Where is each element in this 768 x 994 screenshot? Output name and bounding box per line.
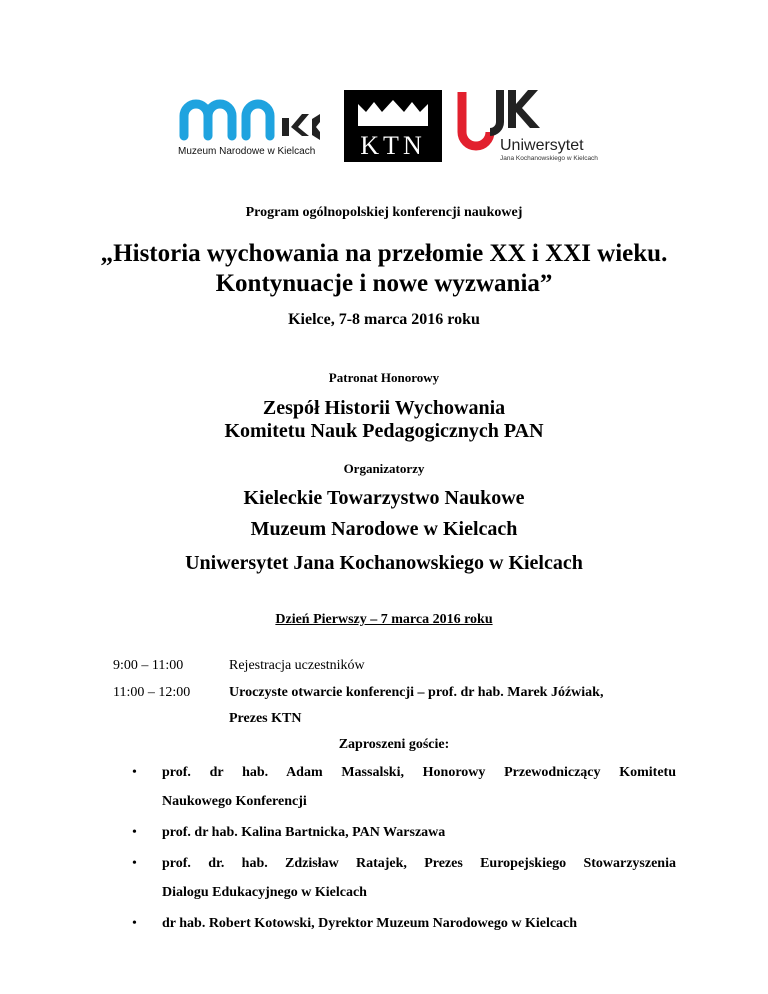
patronage-label: Patronat Honorowy xyxy=(328,370,440,385)
schedule-event: Uroczyste otwarcie konferencji – prof. dr hab. Marek Jóźwiak, xyxy=(229,685,604,700)
organizers-label: Organizatorzy xyxy=(343,461,425,476)
list-item xyxy=(146,849,676,907)
ktn-crown-icon xyxy=(344,90,442,162)
guest-line: • dr hab. Robert Kotowski, Dyrektor Muzeum Narodowego w Kielcach xyxy=(162,916,578,931)
day-heading: Dzień Pierwszy – 7 marca 2016 roku xyxy=(275,612,493,627)
guest-line: Naukowego Konferencji xyxy=(162,794,307,809)
ktn-logo xyxy=(344,90,442,162)
list-item xyxy=(146,818,676,847)
organizer-item: Muzeum Narodowe w Kielcach xyxy=(250,518,518,540)
schedule-time: 9:00 – 11:00 xyxy=(113,658,184,673)
ujk-caption: Jana Kochanowskiego w Kielcach xyxy=(500,155,598,162)
muzeum-narodowe-logo xyxy=(178,96,328,158)
conference-title-line1: „Historia wychowania na przełomie XX i XXI wieku. xyxy=(100,240,668,267)
guest-line: Dialogu Edukacyjnego w Kielcach xyxy=(162,885,367,900)
patronage-line2: Komitetu Nauk Pedagogicznych PAN xyxy=(224,420,544,442)
organizer-item: Kieleckie Towarzystwo Naukowe xyxy=(243,487,525,509)
schedule-event: Rejestracja uczestników xyxy=(229,658,365,673)
schedule-time: 11:00 – 12:00 xyxy=(113,685,191,700)
ujk-name: Uniwersytet xyxy=(500,137,584,154)
conference-title-line2: Kontynuacje i nowe wyzwania” xyxy=(215,270,553,297)
guest-line: • prof. dr hab. Adam Massalski, Honorowy Przewodniczący Komitetu xyxy=(162,765,676,780)
guest-line: • prof. dr. hab. Zdzisław Ratajek, Prezes Europejskiego Stowarzyszenia xyxy=(162,856,676,871)
list-item xyxy=(146,758,676,816)
guests-label: Zaproszeni goście: xyxy=(338,737,450,752)
ujk-logo xyxy=(456,88,606,162)
program-label: Program ogólnopolskiej konferencji naukowej xyxy=(245,205,523,220)
schedule-event-cont: Prezes KTN xyxy=(229,711,302,726)
mnk-caption: Muzeum Narodowe w Kielcach xyxy=(178,146,316,157)
organizer-item: Uniwersytet Jana Kochanowskiego w Kielcach xyxy=(185,552,583,574)
ujk-logo-mark xyxy=(456,88,606,162)
guest-line: • prof. dr hab. Kalina Bartnicka, PAN Warszawa xyxy=(162,825,446,840)
patronage-line1: Zespół Historii Wychowania xyxy=(262,397,506,419)
ktn-text: KTN xyxy=(360,131,426,160)
conference-date: Kielce, 7-8 marca 2016 roku xyxy=(288,311,480,328)
mnk-logo-mark xyxy=(178,96,328,158)
list-item xyxy=(146,909,676,938)
guests-list xyxy=(146,758,676,938)
